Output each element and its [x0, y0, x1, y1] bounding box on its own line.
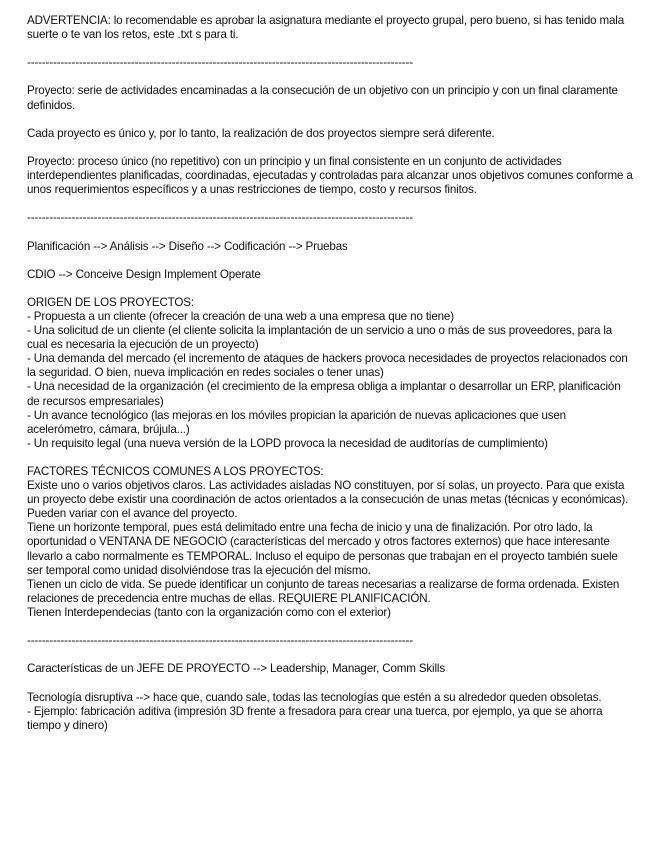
list-item: - Propuesta a un cliente (ofrecer la creación de una web a una empresa que no tiene) — [27, 309, 454, 323]
phases-line: Planificación --> Análisis --> Diseño --> Codificación --> Pruebas — [27, 239, 348, 253]
factor-item: Existe uno o varios objetivos claros. Las actividades aisladas NO constituyen, por sí solas, un proyecto. Para que exista un proyecto debe existir una coordinación de actos orientados a la consecución de unas metas (técnicas y económicas). Pueden variar con el avance del proyecto. — [27, 479, 629, 521]
separator: -------------------------------------------------------------------------------------------------------- — [27, 634, 413, 648]
example-line: - Ejemplo: fabricación aditiva (impresión 3D frente a fresadora para crear una tuerca, por ejemplo, ya que se ahorra tiempo y dinero) — [27, 704, 603, 732]
factor-item: Tiene un horizonte temporal, pues está delimitado entre una fecha de inicio y una de finalización. Por otro lado, la oportunidad o VENTANA DE NEGOCIO (características del mercado y otros factores externos) que hace interesante llevarlo a cabo normalmente es TEMPORAL. Incluso el equipo de personas que trabajan en el proyecto también suele ser temporal como unidad disolviéndose tras la ejecución del mismo. — [27, 521, 618, 577]
list-item: - Una demanda del mercado (el incremento de ataques de hackers provoca necesidades de proyectos relacionados con la seguridad. O bien, nueva implicación en redes sociales o tener unas) — [27, 352, 628, 380]
factors-title: FACTORES TÉCNICOS COMUNES A LOS PROYECTOS: — [27, 465, 324, 478]
project-uniqueness: Cada proyecto es único y, por lo tanto, la realización de dos proyectos siempre será diferente. — [27, 126, 495, 140]
origin-title: ORIGEN DE LOS PROYECTOS: — [27, 295, 194, 309]
project-definition-1: Proyecto: serie de actividades encaminadas a la consecución de un objetivo con un principio y con un final claramente definidos. — [27, 84, 618, 112]
cdio-line: CDIO --> Conceive Design Implement Operate — [27, 267, 261, 281]
list-item: - Una necesidad de la organización (el crecimiento de la empresa obliga a implantar o desarrollar un ERP, planificación de recursos empresariales) — [27, 380, 621, 408]
list-item: - Una solicitud de un cliente (el cliente solicita la implantación de un servicio a uno o más de sus proveedores, para la cual es necesaria la ejecución de un proyecto) — [27, 324, 613, 352]
list-item: - Un requisito legal (una nueva versión de la LOPD provoca la necesidad de auditorías de cumplimiento) — [27, 436, 548, 450]
project-manager-line: Características de un JEFE DE PROYECTO --> Leadership, Manager, Comm Skills — [27, 662, 445, 676]
list-item: - Un avance tecnológico (las mejoras en los móviles propician la aparición de nuevas aplicaciones que usen acelerómetro, cámara, brújula...) — [27, 408, 566, 436]
project-definition-2: Proyecto: proceso único (no repetitivo) con un principio y un final consistente en un conjunto de actividades interdependientes planificadas, coordinadas, ejecutadas y controladas para alcanzar unos objetivos comunes conforme a unos requerimientos específicos y a unas restricciones de tiempo, costo y recursos finitos. — [27, 154, 633, 197]
separator: -------------------------------------------------------------------------------------------------------- — [27, 211, 413, 225]
factor-item: Tienen un ciclo de vida. Se puede identificar un conjunto de tareas necesarias a realizarse de forma ordenada. Existen relaciones de precedencia entre muchas de ellas. REQUIERE PLANIFICACIÓN. — [27, 577, 620, 605]
warning-text: ADVERTENCIA: lo recomendable es aprobar la asignatura mediante el proyecto grupal, pero bueno, si has tenido mala suerte o te van los retos, este .txt s para ti. — [27, 14, 625, 42]
disruptive-tech-line: Tecnología disruptiva --> hace que, cuando sale, todas las tecnologías que estén a su alrededor queden obsoletas. — [27, 690, 602, 704]
factor-item: Tienen Interdependecias (tanto con la organización como con el exterior) — [27, 605, 391, 619]
separator: -------------------------------------------------------------------------------------------------------- — [27, 56, 413, 70]
